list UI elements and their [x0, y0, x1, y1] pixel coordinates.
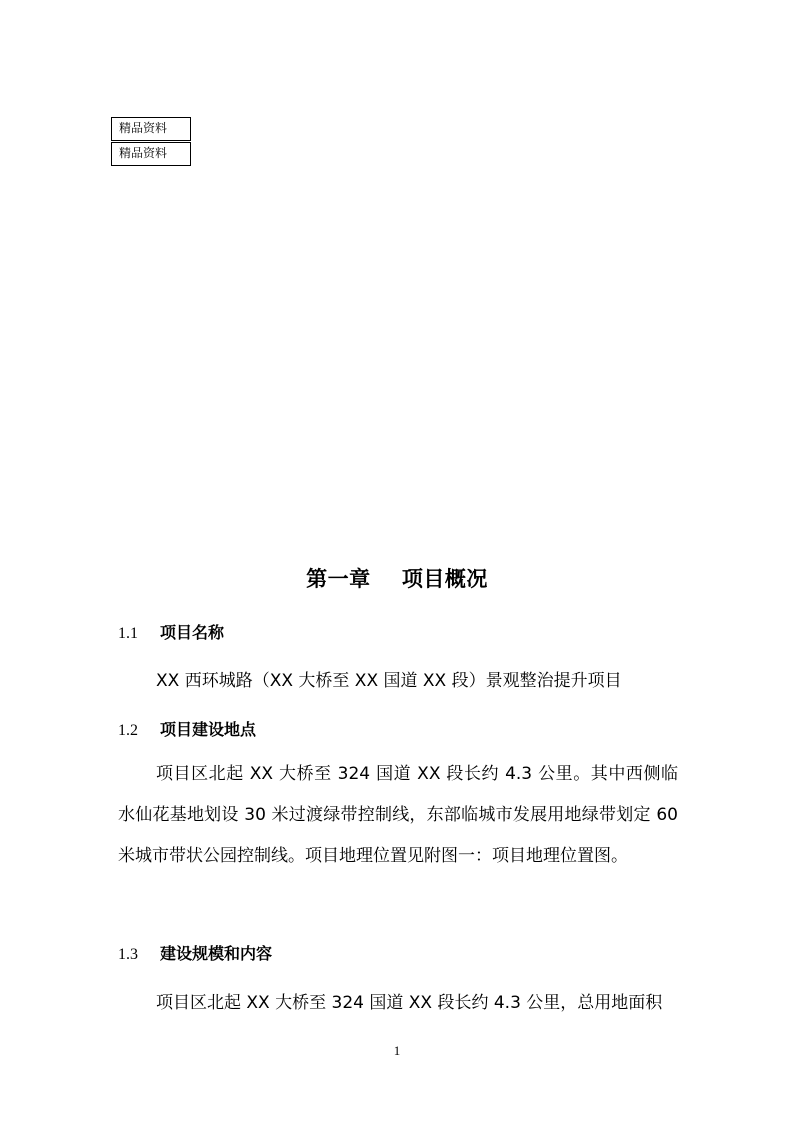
section-title: 项目建设地点 [160, 720, 257, 739]
section-title: 项目名称 [160, 623, 225, 642]
watermark-stamp: 精品资料 [111, 117, 191, 141]
paragraph-scale: 项目区北起 XX 大桥至 324 国道 XX 段长约 4.3 公里，总用地面积 [156, 993, 663, 1013]
chapter-title: 第一章 项目概况 [306, 567, 488, 591]
paragraph-project-name: XX 西环城路（XX 大桥至 XX 国道 XX 段）景观整治提升项目 [156, 671, 622, 691]
section-title: 建设规模和内容 [160, 944, 273, 963]
section-heading-1-3 [118, 941, 272, 964]
section-number: 1.3 [118, 946, 138, 963]
section-number: 1.2 [118, 722, 138, 739]
section-heading-1-2 [118, 717, 256, 740]
page-number: 1 [393, 1043, 401, 1058]
section-number: 1.1 [118, 625, 138, 642]
watermark-stamp: 精品资料 [111, 142, 191, 166]
section-heading-1-1 [118, 620, 224, 643]
stamp-stack [111, 117, 191, 166]
paragraph-location: 项目区北起 XX 大桥至 324 国道 XX 段长约 4.3 公里。其中西侧临水仙花基地划设 30 米过渡绿带控制线，东部临城市发展用地绿带划定 60 米城市带状公园控制线。项目地理位置见附图一：项目地理位置图。 [118, 764, 678, 866]
